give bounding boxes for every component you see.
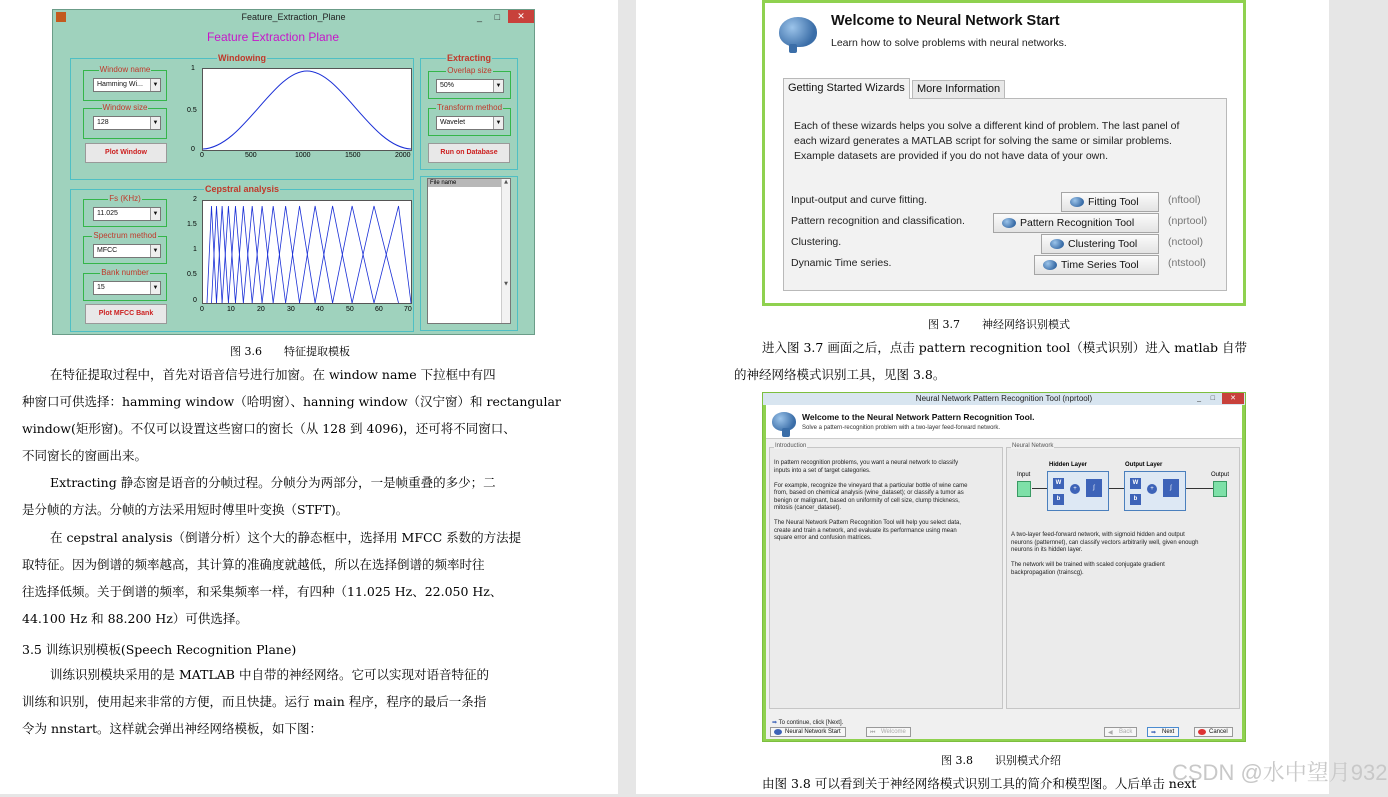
mfcc-filter-triangle	[207, 206, 216, 303]
mfcc-filter-triangle	[315, 206, 352, 303]
cmd-nctool: (nctool)	[1168, 236, 1204, 248]
windowing-xtick: 0	[200, 152, 204, 159]
maximize-icon[interactable]: □	[494, 12, 500, 22]
cmd-nftool: (nftool)	[1168, 194, 1201, 206]
next-arrow-icon: ➡	[1151, 730, 1157, 736]
window-size-label: Window size	[102, 103, 148, 112]
net-input-block	[1017, 481, 1031, 497]
net-hidden-w: W	[1053, 478, 1064, 489]
text-line: Each of these wizards helps you solve a different kind of problem. The last panel of	[794, 120, 1180, 132]
mfcc-filter-triangle	[243, 206, 262, 303]
time-series-tool-button[interactable]	[1034, 255, 1159, 275]
back-button-label: Back	[1119, 729, 1133, 735]
minimize-icon[interactable]: _	[1197, 395, 1201, 402]
net-output-block	[1213, 481, 1227, 497]
window-size-box	[83, 103, 167, 139]
text-line: 在 cepstral analysis（倒谱分析）这个大的静态框中，选择用 MFCC 系数的方法提	[50, 530, 522, 545]
cepstral-xtick: 40	[316, 306, 324, 313]
net-output-layer-label: Output Layer	[1125, 462, 1163, 468]
mfcc-filter-triangle	[374, 206, 411, 303]
sigmoid-icon: ∫	[1163, 479, 1179, 497]
pattern-recognition-tool-button[interactable]	[993, 213, 1159, 233]
introduction-pane	[769, 443, 1003, 709]
pr-window-title: Neural Network Pattern Recognition Tool (nprtool)	[915, 394, 1093, 403]
chevron-down-icon: ▼	[150, 208, 160, 220]
row-label-clustering: Clustering.	[791, 236, 842, 248]
cancel-button-label: Cancel	[1209, 729, 1228, 735]
mfcc-filter-triangle	[286, 206, 315, 303]
net-connector	[1186, 488, 1213, 489]
figure-caption-3-6: 图 3.6 特征提取模板	[230, 345, 350, 358]
paragraph-training	[22, 661, 489, 742]
overlap-select[interactable]	[436, 79, 504, 93]
cancel-button[interactable]	[1194, 727, 1233, 737]
file-list-scrollbar[interactable]: ▲ ▼	[501, 179, 510, 323]
mfcc-filter-triangle	[273, 206, 299, 303]
paragraph-extracting	[22, 469, 496, 523]
text-line: benign or malignant, based on uniformity of cell size, clump thickness,	[774, 497, 960, 504]
text-line: from, based on chemical analysis (wine_dataset); or classify a tumor as	[774, 490, 964, 496]
close-icon[interactable]: ✕	[1222, 393, 1244, 404]
rewind-icon: ⏮	[870, 730, 876, 736]
text-line: In pattern recognition problems, you want a neural network to classify	[774, 460, 959, 466]
window-name-label: Window name	[99, 65, 151, 74]
fe-window-title: Feature_Extraction_Plane	[241, 12, 346, 22]
pr-header	[766, 405, 1242, 439]
text-line: 44.100 Hz 和 88.200 Hz）可供选择。	[22, 611, 248, 626]
text-line: 训练和识别，使用起来非常的方便，而且快捷。运行 main 程序，程序的最后一条指	[22, 694, 487, 709]
text-line: 种窗口可供选择：hamming window（哈明窗）、hanning window（汉宁窗）和 rectangular	[22, 394, 561, 409]
text-line: 由图 3.8 可以看到关于神经网络模式识别工具的简介和模型图。人后单击 next	[762, 776, 1197, 791]
text-line: 是分帧的方法。分帧的方法采用短时傅里叶变换（STFT)。	[22, 502, 349, 517]
cepstral-ytick: 1	[193, 246, 197, 253]
net-output-layer	[1124, 471, 1186, 511]
arrow-right-icon: ➡	[772, 720, 778, 726]
hamming-window-curve	[203, 69, 411, 150]
fs-value: 11.025	[97, 210, 118, 217]
nn-start-window	[762, 0, 1246, 306]
mfcc-filter-triangle	[235, 206, 252, 303]
net-output-label: Output	[1211, 472, 1230, 478]
text-line: neurons in its hidden layer.	[1011, 547, 1083, 553]
cepstral-xtick: 50	[346, 306, 354, 313]
brain-icon	[1070, 197, 1084, 207]
transform-value: Wavelet	[440, 119, 466, 126]
back-arrow-icon: ◀	[1108, 730, 1113, 736]
window-name-select[interactable]	[93, 78, 161, 92]
paragraph-pattern-tool	[734, 334, 1247, 388]
pr-subheading: Solve a pattern-recognition problem with a two-layer feed-forward network.	[802, 425, 1001, 431]
text-line: 往选择低频。关于倒谱的频率，和采集频率一样，有四种（11.025 Hz、22.050 Hz、	[22, 584, 503, 599]
windowing-ytick: 1	[191, 65, 195, 72]
transform-box	[428, 103, 511, 136]
chevron-down-icon: ▼	[150, 282, 160, 294]
next-button[interactable]	[1147, 727, 1179, 737]
fs-label: Fs (KHz)	[109, 194, 141, 203]
text-line: 训练识别模块采用的是 MATLAB 中自带的神经网络。它可以实现对语音特征的	[50, 667, 489, 682]
text-line: square error and confusion matrices.	[774, 535, 872, 541]
pr-titlebar	[763, 393, 1245, 405]
cancel-icon	[1198, 729, 1206, 735]
spectrum-select[interactable]	[93, 244, 161, 258]
spectrum-box	[83, 231, 167, 264]
bank-value: 15	[97, 284, 105, 291]
transform-select[interactable]	[436, 116, 504, 130]
cepstral-ytick: 2	[193, 196, 197, 203]
text-line: The network will be trained with scaled conjugate gradient	[1011, 562, 1165, 568]
matlab-icon	[56, 12, 66, 22]
mfcc-filter-triangle	[211, 206, 222, 303]
row-label-time-series: Dynamic Time series.	[791, 257, 892, 269]
fe-heading: Feature Extraction Plane	[206, 30, 340, 44]
net-hidden-label: Hidden Layer	[1049, 462, 1088, 468]
time-series-tool-label: Time Series Tool	[1061, 259, 1139, 271]
wizard-description	[794, 119, 1179, 164]
mfcc-filter-triangle	[216, 206, 228, 303]
text-line: neurons (patternnet), can classify vectors arbitrarily well, given enough	[1011, 539, 1199, 546]
figure-caption-3-8: 图 3.8 识别模式介绍	[941, 754, 1061, 767]
figure-caption-3-7: 图 3.7 神经网络识别模式	[928, 318, 1070, 331]
continue-text: To continue, click [Next].	[778, 720, 844, 726]
cepstral-xtick: 70	[404, 306, 412, 313]
text-line: create and train a network, and evaluate its performance using mean	[774, 527, 957, 534]
windowing-ytick: 0.5	[187, 107, 197, 114]
neural-network-pane	[1006, 443, 1240, 709]
paragraph-next	[762, 770, 1196, 797]
file-list[interactable]	[427, 178, 511, 324]
text-line: A two-layer feed-forward network, with sigmoid hidden and output	[1011, 532, 1185, 538]
text-line: 在特征提取过程中，首先对语音信号进行加窗。在 window name 下拉框中有四	[50, 367, 496, 382]
mfcc-filter-triangle	[252, 206, 273, 303]
window-name-box	[83, 65, 167, 101]
net-hidden-layer	[1047, 471, 1109, 511]
overlap-label: Overlap size	[447, 66, 492, 75]
net-hidden-b: b	[1053, 494, 1064, 505]
transform-label: Transform method	[436, 103, 503, 112]
chevron-down-icon: ▼	[493, 80, 503, 92]
row-label-pattern: Pattern recognition and classification.	[791, 215, 965, 227]
fs-select[interactable]	[93, 207, 161, 221]
windowing-xtick: 1000	[295, 152, 311, 159]
windowing-xtick: 1500	[345, 152, 361, 159]
window-name-value: Hamming Wi...	[97, 81, 143, 88]
brain-icon	[1050, 239, 1064, 249]
continue-hint	[772, 719, 843, 726]
maximize-icon[interactable]: □	[1210, 395, 1215, 402]
pr-heading: Welcome to the Neural Network Pattern Recognition Tool.	[802, 412, 1035, 422]
mfcc-filter-triangle	[228, 206, 243, 303]
plot-mfcc-bank-button[interactable]: Plot MFCC Bank	[85, 304, 167, 324]
text-line: For example, recognize the vineyard that a particular bottle of wine came	[774, 482, 968, 489]
text-line: 取特征。因为倒谱的频率越高，其计算的准确度就越低，所以在选择倒谱的频率时往	[22, 557, 485, 572]
windowing-plot	[202, 68, 412, 151]
chevron-down-icon: ▼	[493, 117, 503, 129]
text-line: Extracting 静态窗是语音的分帧过程。分帧分为两部分，一是帧重叠的多少；二	[50, 475, 496, 490]
fitting-tool-button[interactable]	[1061, 192, 1159, 212]
run-on-database-button[interactable]: Run on Database	[428, 143, 510, 163]
introduction-text	[774, 460, 967, 543]
cmd-ntstool: (ntstool)	[1168, 257, 1206, 269]
net-connector	[1032, 488, 1047, 489]
mfcc-bank-plot	[202, 200, 412, 304]
fitting-tool-label: Fitting Tool	[1088, 196, 1139, 208]
window-size-value: 128	[97, 119, 109, 126]
welcome-button[interactable]	[866, 727, 911, 737]
sigmoid-icon: ∫	[1086, 479, 1102, 497]
text-line: 进入图 3.7 画面之后，点击 pattern recognition tool（模式识别）进入 matlab 自带	[762, 340, 1248, 355]
bank-box	[83, 268, 167, 301]
windowing-ytick: 0	[191, 146, 195, 153]
minimize-icon[interactable]: _	[476, 12, 482, 22]
plot-window-button[interactable]: Plot Window	[85, 143, 167, 163]
spectrum-label: Spectrum method	[93, 231, 157, 240]
welcome-button-label: Welcome	[881, 729, 906, 735]
plus-icon: +	[1147, 484, 1157, 494]
text-line: inputs into a set of target categories.	[774, 467, 871, 474]
net-input-label: Input	[1017, 472, 1031, 478]
brain-icon	[1043, 260, 1057, 270]
bank-label: Bank number	[101, 268, 149, 277]
mfcc-filter-triangle	[352, 206, 398, 303]
chevron-down-icon: ▼	[150, 245, 160, 257]
tab-more-information[interactable]: More Information	[912, 80, 1005, 98]
back-button[interactable]	[1104, 727, 1137, 737]
tab-getting-started[interactable]: Getting Started Wizards	[783, 78, 910, 99]
plus-icon: +	[1070, 484, 1080, 494]
mfcc-filter-bank	[203, 201, 411, 303]
section-heading-3-5: 3.5 训练识别模板(Speech Recognition Plane)	[22, 642, 297, 657]
neural-network-title: Neural Network	[1012, 443, 1054, 449]
close-icon[interactable]: ✕	[508, 10, 534, 23]
mfcc-filter-triangle	[333, 206, 374, 303]
text-line: 的神经网络模式识别工具，见图 3.8。	[734, 367, 946, 382]
text-line: mitosis (cancer_dataset).	[774, 505, 842, 511]
brain-icon	[1002, 218, 1016, 228]
row-label-fitting: Input-output and curve fitting.	[791, 194, 928, 206]
bank-select[interactable]	[93, 281, 161, 295]
net-output-b: b	[1130, 494, 1141, 505]
pr-body	[766, 405, 1242, 739]
paragraph-window-name	[22, 361, 561, 469]
cepstral-ytick: 0	[193, 297, 197, 304]
brain-icon	[774, 729, 782, 735]
introduction-title: Introduction	[775, 443, 807, 449]
nn-start-title: Welcome to Neural Network Start	[831, 13, 1060, 29]
spectrum-value: MFCC	[97, 247, 118, 254]
chevron-down-icon: ▼	[150, 79, 160, 91]
brain-icon	[772, 412, 796, 431]
overlap-value: 50%	[440, 82, 455, 89]
text-line: 令为 nnstart。这样就会弹出神经网络模板，如下图：	[22, 721, 322, 736]
text-line: backpropagation (trainscg).	[1011, 569, 1084, 576]
network-description	[1011, 532, 1198, 577]
mfcc-filter-triangle	[262, 206, 286, 303]
windowing-xtick: 500	[245, 152, 257, 159]
pattern-recognition-window	[762, 392, 1246, 742]
cepstral-xtick: 30	[287, 306, 295, 313]
feature-extraction-window	[52, 9, 535, 335]
net-connector	[1109, 488, 1124, 489]
nn-start-subtitle: Learn how to solve problems with neural networks.	[831, 37, 1067, 49]
fe-titlebar	[53, 10, 534, 24]
cepstral-xtick: 20	[257, 306, 265, 313]
cepstral-xtick: 60	[375, 306, 383, 313]
text-line: window(矩形窗)。不仅可以设置这些窗口的窗长（从 128 到 4096)，还可将不同窗口、	[22, 421, 516, 436]
extracting-group-title: Extracting	[446, 53, 491, 63]
text-line: The Neural Network Pattern Recognition Tool will help you select data,	[774, 520, 961, 526]
nn-start-button-label: Neural Network Start	[785, 729, 841, 735]
pattern-recognition-tool-label: Pattern Recognition Tool	[1020, 217, 1135, 229]
overlap-box	[428, 66, 511, 99]
mfcc-filter-triangle	[300, 206, 333, 303]
text-line: Example datasets are provided if you do not have data of your own.	[794, 150, 1109, 162]
fs-box	[83, 194, 167, 227]
watermark: CSDN @水中望月932	[1172, 760, 1388, 785]
windowing-group-title: Windowing	[218, 53, 266, 63]
cepstral-ytick: 0.5	[187, 271, 197, 278]
text-line: 不同窗长的窗画出来。	[22, 448, 148, 463]
chevron-down-icon: ▼	[150, 117, 160, 129]
cepstral-group-title: Cepstral analysis	[204, 184, 280, 194]
cmd-nprtool: (nprtool)	[1168, 215, 1208, 227]
net-output-w: W	[1130, 478, 1141, 489]
text-line: each wizard generates a MATLAB script for solving the same or similar problems.	[794, 135, 1172, 147]
brain-icon	[779, 17, 817, 47]
cepstral-ytick: 1.5	[187, 221, 197, 228]
clustering-tool-label: Clustering Tool	[1068, 238, 1138, 250]
next-button-label: Next	[1162, 729, 1175, 735]
mfcc-filter-triangle	[222, 206, 235, 303]
cepstral-xtick: 0	[200, 306, 204, 313]
clustering-tool-button[interactable]	[1041, 234, 1159, 254]
window-size-select[interactable]	[93, 116, 161, 130]
cepstral-xtick: 10	[227, 306, 235, 313]
windowing-xtick: 2000	[395, 152, 411, 159]
nn-start-button[interactable]	[770, 727, 846, 737]
paragraph-cepstral	[22, 524, 521, 632]
file-list-header: File name	[428, 179, 510, 187]
